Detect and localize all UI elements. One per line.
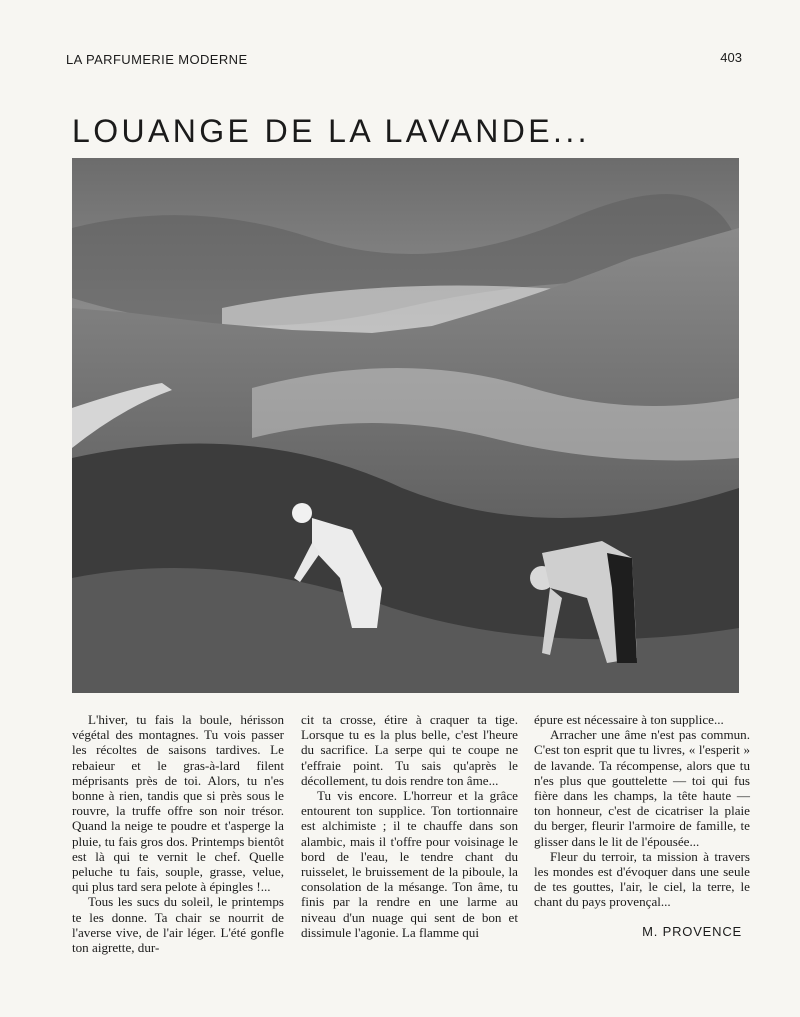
paragraph: cit ta crosse, étire à craquer ta tige. Lorsque tu es la plus belle, c'est l'heure du sacrifice. La serpe qui te coupe ne t'effraie point. Tu sais qu'après le décollement, tu dois rendre ton âme... — [301, 712, 518, 788]
paragraph: épure est nécessaire à ton supplice... — [534, 712, 724, 727]
column-1 — [72, 712, 284, 955]
column-3 — [534, 712, 750, 939]
paragraph: Tu vis encore. L'horreur et la grâce entourent ton supplice. Ton tortionnaire est alchimiste ; il te chauffe dans son alambic, mais il t'offre pour voisinage le bord de l'eau, le tendre chant du ruisselet, le bruissement de la piboule, la consolation de la mésange. Ton âme, tu finis par la rendre en une larme au niveau d'un nuage qui sent de bon et dissimule l'agonie. La flamme qui — [301, 788, 518, 940]
author-signature: M. PROVENCE — [642, 923, 742, 939]
paragraph: Tous les sucs du soleil, le printemps te les donne. Ta chair se nourrit de l'averse vive, de l'air léger. L'été gonfle ton aigrette, dur- — [72, 894, 284, 956]
paragraph: Fleur du terroir, ta mission à travers les mondes est d'évoquer dans une seule de tes gouttes, l'air, le ciel, la terre, le chant du pays provençal... — [534, 848, 750, 910]
paragraph: Arracher une âme n'est pas commun. C'est ton esprit que tu livres, « l'esperit » de lavande. Ta récompense, alors que tu n'es plus que gouttelette — toi qui fus fière dans les champs, la tête haute — ton honneur, c'est de cicatriser la plaie du berger, fleurir l'armoire de famille, te glisser dans le lit de l'épousée... — [534, 727, 750, 849]
article-title: LOUANGE DE LA LAVANDE... — [72, 113, 590, 150]
column-2 — [301, 712, 518, 940]
page-number: 403 — [720, 50, 742, 65]
lavender-field-photo — [72, 158, 739, 693]
running-head: LA PARFUMERIE MODERNE — [66, 52, 248, 67]
paragraph: L'hiver, tu fais la boule, hérisson végétal des montagnes. Tu vois passer les récoltes de saisons tardives. Le rebaieur et le gras-à-lard filent méprisants près de toi. Alors, tu n'es bonne à rien, tandis que si près sous le rouvre, la truffe offre son noir trésor. Quand la neige te poudre et t'asperge la pluie, tu fais gros dos. Printemps bientôt est là qui te vernit le chef. Quelle peluche tu fais, souple, grasse, velue, qui plus tard sera pelote à épingles !... — [72, 712, 284, 895]
